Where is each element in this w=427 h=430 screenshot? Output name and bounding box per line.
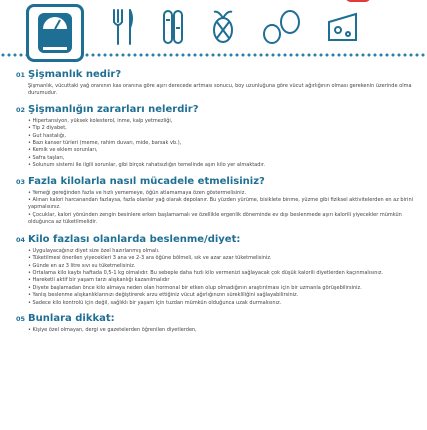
scale-icon bbox=[29, 7, 81, 59]
section-heading: 01 Şişmanlık nedir? bbox=[16, 69, 122, 80]
list-item: • Hipertansiyon, yüksek kolesterol, inme, kalp yetmezliği, bbox=[28, 118, 416, 125]
header-banner bbox=[0, 0, 427, 62]
egg-icon bbox=[262, 8, 302, 46]
list-item: • Gut hastalığı, bbox=[28, 133, 416, 140]
list-item: • Günde en az 3 litre sıvı su tüketmelisiniz. bbox=[28, 263, 416, 270]
section-heading: 03 Fazla kilolarla nasıl mücadele etmelisiniz? bbox=[16, 175, 265, 187]
vegetable-icon bbox=[208, 8, 238, 46]
vegetable-icon bbox=[300, 12, 301, 13]
list-item: • Kişiye özel olmayan, dergi ve gazetelerden öğrenilen diyetlerden, bbox=[28, 327, 416, 334]
list-item: • Tüketilmesi önerilen yiyecekleri 3 ana ve 2-3 ara öğüne bölmeli, sık ve azar azar tüketmelisiniz. bbox=[28, 255, 416, 262]
section-caution bbox=[16, 312, 416, 334]
list-item: • Yanlış beslenme alışkanlıklarınızı değiştirerek arzu ettiğiniz vücut ağırlığınızın sürekliliğini sağlayabilirsiniz. bbox=[28, 292, 416, 299]
diet-list bbox=[28, 248, 416, 307]
section-harms bbox=[16, 103, 416, 170]
fork-knife-icon bbox=[110, 8, 136, 46]
section-text: Şişmanlık, vücuttaki yağ oranının kas oranına göre aşırı derecede artması sonucu, boy uzunluğuna göre vücut ağırlığının olması gerekenin üzerinde olma durumudur. bbox=[28, 83, 412, 97]
list-item: • Kemik ve eklem sorunları, bbox=[28, 147, 416, 154]
list-item: • Sadece kilo kontrolü için değil, sağlıklı bir yaşam için tuzdan mümkün olduğunca uzak durmalısınız. bbox=[28, 300, 416, 307]
article-body bbox=[16, 68, 416, 334]
scale-badge bbox=[26, 4, 84, 62]
list-item: • Hareketli aktif bir yaşam tarzı alışkanlığı kazanılmalıdır bbox=[28, 277, 416, 284]
list-item: • Alınan kalori harcanandan fazlaysa, fazla olanlar yağ olarak depolanır. Bu yüzden yürüme, bisiklete binme, yüzme gibi fiziksel aktivitelerden en az birini yapmalısınız. bbox=[28, 197, 416, 212]
list-item: • Uygulayacağınız diyet size özel hazırlanmış olmalı. bbox=[28, 248, 416, 255]
list-item: • Safra taşları, bbox=[28, 155, 416, 162]
section-heading: 02 Şişmanlığın zararları nelerdir? bbox=[16, 103, 199, 115]
caution-list bbox=[28, 327, 416, 334]
section-heading: 04 Kilo fazlası olanlarda beslenme/diyet: bbox=[16, 233, 241, 245]
bread-icon bbox=[160, 8, 186, 46]
list-item: • Çocuklar, kalori yönünden zengin besinlere erken başlamamalı ve özellikle ergenlik döneminde ev dışı beslenmede aşırı kalorili yiyecekler mümkün olduğunca az tüketilmelidir. bbox=[28, 212, 416, 227]
section-definition bbox=[16, 68, 416, 98]
section-fight bbox=[16, 175, 416, 227]
list-item: • Ortalama kilo kaybı haftada 0,5-1 kg olmalıdır. Bu sebeple daha hızlı kilo vermenizi sağlayacak çok düşük kalorili diyetlerden kaçınmalısınız. bbox=[28, 270, 416, 277]
fight-list bbox=[28, 190, 416, 227]
list-item: • Tip 2 diyabet, bbox=[28, 125, 416, 132]
section-diet bbox=[16, 233, 416, 307]
cheese-icon bbox=[326, 8, 360, 46]
red-top-mark bbox=[345, 0, 371, 2]
list-item: • Bazı kanser türleri (meme, rahim duvarı, mide, barsak vb.), bbox=[28, 140, 416, 147]
harms-list bbox=[28, 118, 416, 170]
list-item: • Diyete başlamadan önce kilo almaya neden olan hormonal bir etken olup olmadığının araştırılması için bir uzmanla görüşebilirsiniz. bbox=[28, 285, 416, 292]
section-heading: 05 Bunlara dikkat: bbox=[16, 312, 115, 324]
list-item: • Yemeği gereğinden fazla ve hızlı yememeye, öğün atlamamaya özen göstermelisiniz. bbox=[28, 190, 416, 197]
list-item: • Solunum sistemi ile ilgili sorunlar, gibi birçok rahatsızlığın temelinde aşırı kilo yer almaktadır. bbox=[28, 162, 416, 169]
